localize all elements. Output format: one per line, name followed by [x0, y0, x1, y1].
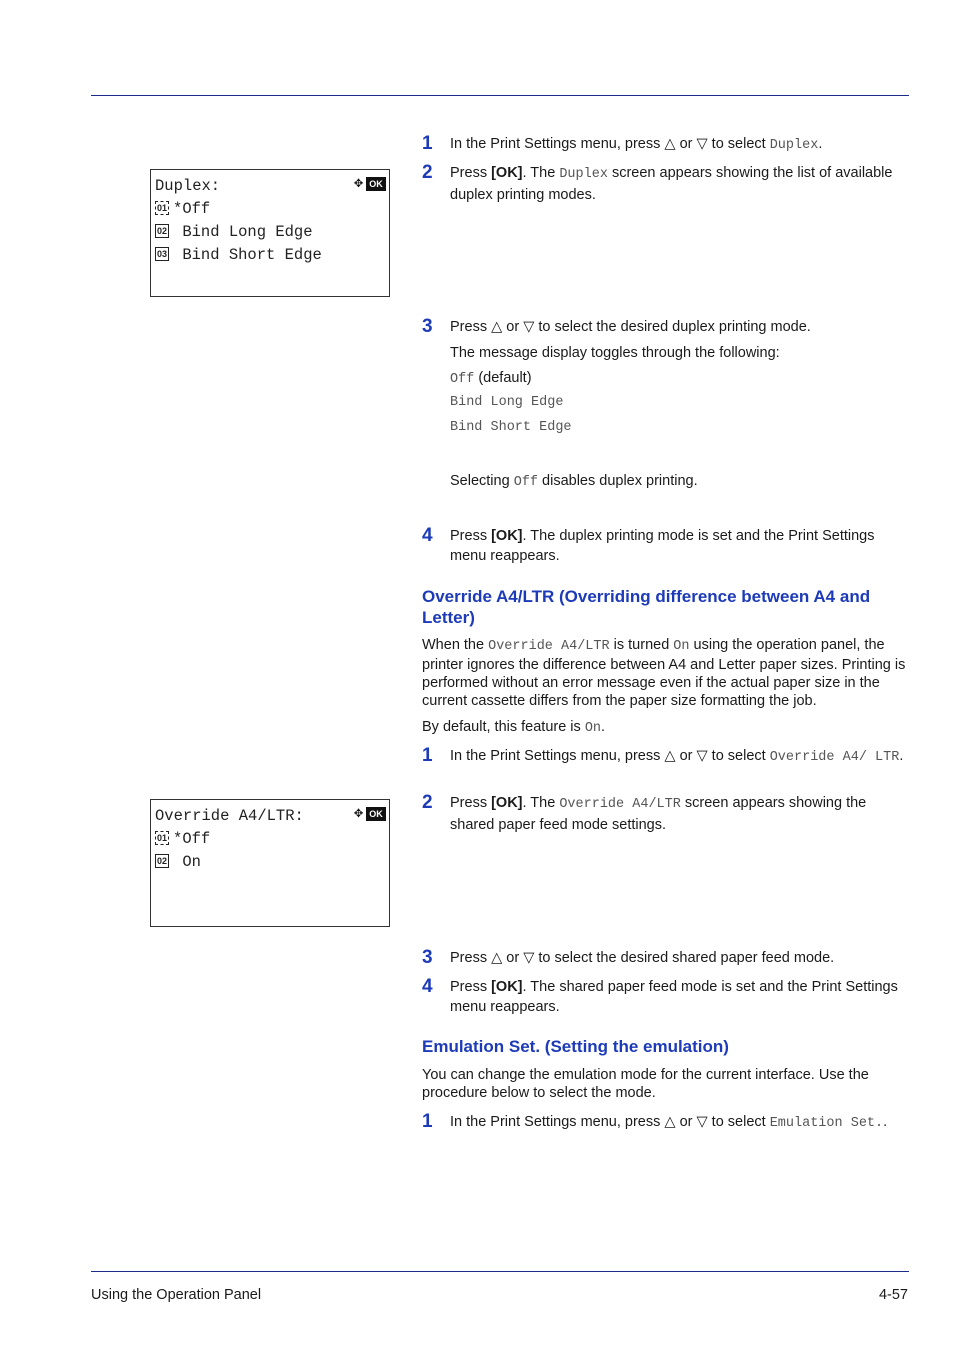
step-number: 4: [422, 976, 433, 997]
key-label: [OK]: [491, 795, 523, 811]
lcd-option-row: [155, 221, 313, 243]
override-default: [422, 718, 908, 738]
text: By default, this feature is: [422, 719, 585, 735]
key-label: [OK]: [491, 165, 523, 181]
lcd-option-text: On: [173, 853, 201, 871]
option-number-badge: 03: [157, 249, 168, 259]
option-number-badge: 02: [157, 226, 168, 236]
toggle-option: Bind Short Edge: [450, 420, 572, 435]
step-text: [450, 526, 908, 566]
step-number: 2: [422, 162, 433, 183]
lcd-option-row: [155, 244, 322, 266]
lcd-option-text: *Off: [173, 200, 211, 218]
step-text: [450, 746, 908, 768]
section-heading-override: Override A4/LTR (Overriding difference between A4 and Letter): [422, 587, 871, 627]
text: .: [818, 136, 823, 152]
lcd-option-row: [155, 198, 210, 220]
text: screen appears showing the shared paper feed mode settings.: [450, 795, 867, 833]
header-rule: [91, 95, 909, 96]
lcd-option-text: Bind Long Edge: [173, 223, 313, 241]
page-number: 4-57: [878, 1287, 908, 1303]
code-text: Override A4/ LTR: [769, 750, 900, 765]
option-number-badge: 02: [157, 856, 168, 866]
text: .: [899, 748, 904, 764]
emulation-description: You can change the emulation mode for the current interface. Use the procedure below to select the mode.: [422, 1067, 869, 1101]
text: (default): [474, 370, 532, 386]
lcd-option-row: [155, 828, 210, 850]
text: In the Print Settings menu, press △ or ▽ to select: [450, 136, 770, 152]
text: disables duplex printing.: [538, 473, 698, 489]
step-text: [450, 977, 908, 1017]
four-way-arrows-icon: ✥: [353, 805, 363, 822]
code-text: Off: [513, 475, 538, 490]
text: .: [601, 719, 606, 735]
lcd-screen-duplex: [150, 169, 390, 297]
text: Press: [450, 979, 492, 995]
lcd-title: Duplex:: [155, 177, 221, 195]
step-number: 3: [422, 947, 433, 968]
toggle-option: Bind Long Edge: [450, 395, 564, 410]
text: . The: [522, 795, 560, 811]
text: screen appears showing the list of available duplex printing modes.: [450, 165, 893, 203]
section-heading-emulation: Emulation Set. (Setting the emulation): [422, 1037, 729, 1056]
text: using the operation panel, the printer ignores the difference between A4 and Letter paper sizes. Printing is performed without an error message even if the actual paper size in the current cassette differs from the paper size formatting the job.: [422, 637, 906, 709]
footer-rule: [91, 1271, 909, 1272]
four-way-arrows-icon: ✥: [353, 175, 363, 192]
lcd-option-text: *Off: [173, 830, 211, 848]
code-text: On: [584, 721, 602, 736]
lcd-option-text: Bind Short Edge: [173, 246, 322, 264]
ok-key-icon: OK: [366, 177, 386, 191]
key-label: [OK]: [491, 979, 523, 995]
step-text: Press △ or ▽ to select the desired shared paper feed mode.: [450, 950, 835, 966]
step-text: [450, 793, 908, 835]
lcd-option-row: [155, 851, 201, 873]
step-number: 1: [422, 745, 433, 766]
code-text: On: [673, 639, 690, 654]
step-number: 2: [422, 792, 433, 813]
footer-title: Using the Operation Panel: [91, 1287, 262, 1303]
option-number-badge: 01: [157, 833, 168, 843]
step-text: [450, 163, 908, 205]
text: Selecting: [450, 473, 514, 489]
step-text: [450, 134, 908, 156]
step-number: 3: [422, 316, 433, 337]
text: In the Print Settings menu, press △ or ▽ to select: [450, 748, 770, 764]
code-text: Override A4/LTR: [559, 797, 681, 812]
code-text: Emulation Set.: [769, 1116, 884, 1131]
override-description: [422, 636, 908, 710]
toggle-intro: The message display toggles through the following:: [450, 345, 780, 361]
lcd-screen-override: [150, 799, 390, 927]
text: Press: [450, 165, 492, 181]
text: is turned: [609, 637, 674, 653]
code-text: Duplex: [559, 167, 608, 182]
lcd-title: Override A4/LTR:: [155, 807, 304, 825]
text: Press: [450, 528, 492, 544]
text: . The shared paper feed mode is set and the Print Settings menu reappears.: [450, 979, 898, 1015]
text: . The duplex printing mode is set and the Print Settings menu reappears.: [450, 528, 875, 564]
text: . The: [522, 165, 560, 181]
step-number: 1: [422, 133, 433, 154]
step-number: 4: [422, 525, 433, 546]
code-text: Override A4/LTR: [488, 639, 610, 654]
code-text: Off: [450, 372, 475, 387]
key-label: [OK]: [491, 528, 523, 544]
text: In the Print Settings menu, press △ or ▽ to select: [450, 1114, 770, 1130]
ok-key-icon: OK: [366, 807, 386, 821]
step-number: 1: [422, 1111, 433, 1132]
text: .: [883, 1114, 888, 1130]
text: Press: [450, 795, 492, 811]
option-number-badge: 01: [157, 203, 168, 213]
note-text: [450, 471, 908, 493]
text: When the: [422, 637, 489, 653]
code-text: Duplex: [769, 138, 819, 153]
step-text: Press △ or ▽ to select the desired duplex printing mode.: [450, 319, 811, 335]
toggle-option: [450, 368, 908, 390]
step-text: [450, 1112, 908, 1134]
